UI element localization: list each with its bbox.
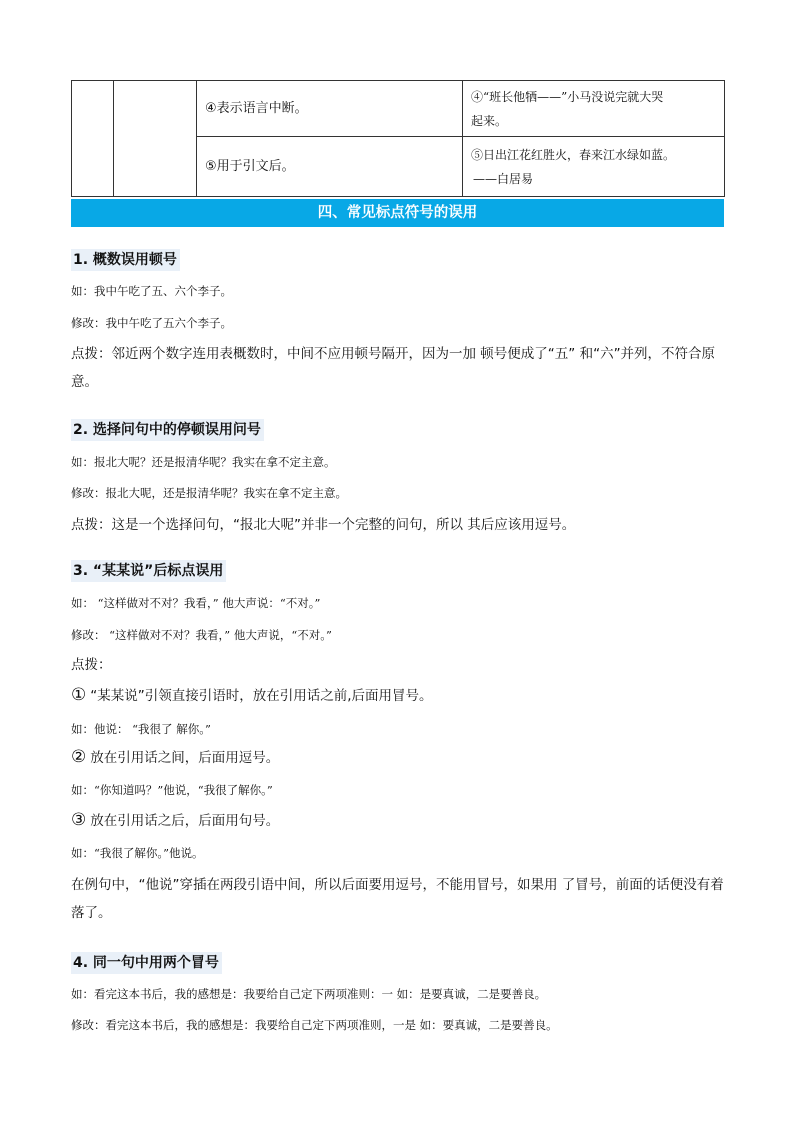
point-text: 放在引用话之间，后面用逗号。 [90,750,280,766]
section-heading: 2. 选择问句中的停顿误用问号 [71,419,264,441]
explanation: 在例句中，“他说”穿插在两段引语中间，所以后面要用逗号，不能用冒号，如果用 了冒号，前面的话便没有着落了。 [71,877,724,921]
section-banner: 四、常见标点符号的误用 [71,199,724,227]
explanation: 点拨：邻近两个数字连用表概数时，中间不应用顿号隔开，因为一加 顿号便成了“五” 和“六”并列，不符合原意。 [71,346,716,390]
example-line: ⑤日出江花红胜火，春来江水绿如蓝。 [471,147,676,162]
example-sentence: 如：报北大呢？还是报清华呢？我实在拿不定主意。 [71,455,336,469]
usage-cell: ⑤用于引文后。 [197,137,463,197]
example-sentence: 如：看完这本书后，我的感想是：我要给自己定下两项准则：一 如：是要真诚，二是要善良。 [71,987,547,1001]
rule-point [71,746,279,769]
point-text: “某某说”引领直接引语时，放在引用话之前,后面用冒号。 [90,688,433,704]
point-number: ③ [71,810,87,830]
point-text: 放在引用话之后，后面用句号。 [90,813,280,829]
example-sentence: 如：“我很了解你。”他说。 [71,846,204,860]
punctuation-usage-table [71,80,725,197]
example-line: 起来。 [471,113,508,128]
corrected-sentence: 修改： “这样做对不对？我看，” 他大声说，“不对。” [71,628,332,642]
rule-point [71,809,279,832]
example-source: ——白居易 [473,171,534,186]
section-heading: 3. “某某说”后标点误用 [71,560,226,582]
table-row [72,81,725,137]
example-cell [463,137,725,197]
rule-point [71,684,433,707]
example-cell [463,81,725,137]
point-number: ② [71,747,87,767]
example-sentence: 如：他说： “我很了 解你。” [71,722,211,736]
section-heading: 1. 概数误用顿号 [71,249,180,271]
example-sentence: 如：我中午吃了五、六个李子。 [71,284,232,298]
corrected-sentence: 修改：报北大呢，还是报清华呢？我实在拿不定主意。 [71,486,347,500]
explanation: 点拨：这是一个选择问句，“报北大呢”并非一个完整的问句，所以 其后应该用逗号。 [71,517,576,533]
usage-cell: ④表示语言中断。 [197,81,463,137]
corrected-sentence: 修改：看完这本书后，我的感想是：我要给自己定下两项准则，一是 如：要真诚，二是要善良。 [71,1018,558,1032]
section-heading: 4. 同一句中用两个冒号 [71,952,222,974]
example-line: ④“班长他牺——”小马没说完就大哭 [471,89,664,104]
table-cell-empty [114,81,197,197]
corrected-sentence: 修改：我中午吃了五六个李子。 [71,316,232,330]
point-number: ① [71,685,87,705]
explanation-intro: 点拨： [71,657,112,673]
example-sentence: 如：“你知道吗？”他说，“我很了解你。” [71,783,273,797]
table-cell-empty [72,81,114,197]
example-sentence: 如： “这样做对不对？我看，” 他大声说：“不对。” [71,596,321,610]
